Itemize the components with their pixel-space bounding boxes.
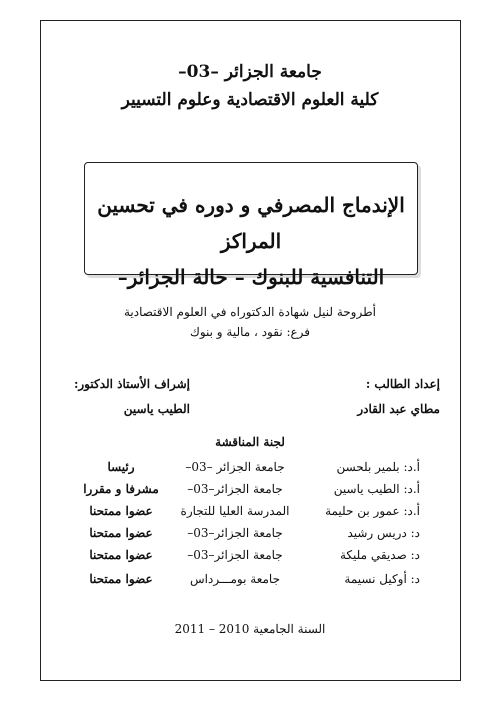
committee-member-row (40, 526, 461, 546)
member-name: د: دريس رشيد (347, 526, 420, 540)
committee-member-row (40, 572, 461, 592)
thesis-branch: فرع: نقود ، مالية و بنوك (189, 325, 311, 339)
member-name: د: أوكيل نسيمة (344, 572, 420, 586)
member-role: عضوا ممتحنا (89, 526, 153, 540)
member-role: رئيسا (107, 460, 135, 474)
committee-member-row (40, 482, 461, 502)
committee-title: لجنة المناقشة (215, 435, 285, 449)
faculty-name: كلية العلوم الاقتصادية وعلوم التسيير (121, 90, 379, 110)
student-label: إعداد الطالب : (365, 377, 440, 391)
member-role: عضوا ممتحنا (89, 572, 153, 586)
member-institution: جامعة الجزائر–03– (187, 482, 283, 496)
member-role: عضوا ممتحنا (89, 548, 153, 562)
member-name: أ.د: بلمير بلحسن (336, 460, 420, 474)
committee-member-row (40, 548, 461, 568)
university-name: جامعة الجزائر –03– (178, 62, 322, 82)
member-institution: جامعة الجزائر–03– (187, 526, 283, 540)
committee-member-row (40, 460, 461, 480)
member-name: أ.د: عمور بن حليمة (325, 504, 420, 518)
academic-year: السنة الجامعية 2010 – 2011 (174, 622, 326, 636)
thesis-title-line-1: الإندماج المصرفي و دوره في تحسين المراكز (97, 193, 405, 253)
member-institution: المدرسة العليا للتجارة (180, 504, 290, 518)
thesis-description: أطروحة لنيل شهادة الدكتوراه في العلوم الاقتصادية (124, 305, 376, 319)
member-role: عضوا ممتحنا (89, 504, 153, 518)
thesis-title-line-2: التنافسية للبنوك – حالة الجزائر– (117, 265, 385, 289)
supervisor-label: إشراف الأستاذ الدكتور: (73, 377, 190, 391)
committee-member-row (40, 504, 461, 524)
member-institution: جامعة الجزائر–03– (187, 548, 283, 562)
thesis-title-box (84, 162, 418, 289)
student-name: مطاي عبد القادر (357, 402, 440, 416)
member-institution: جامعة بومـــرداس (190, 572, 280, 586)
member-name: د: صديقي مليكة (340, 548, 420, 562)
member-role: مشرفا و مقررا (83, 482, 159, 496)
supervisor-name: الطيب ياسين (123, 402, 190, 416)
member-institution: جامعة الجزائر –03– (185, 460, 285, 474)
member-name: أ.د: الطيب ياسين (333, 482, 420, 496)
